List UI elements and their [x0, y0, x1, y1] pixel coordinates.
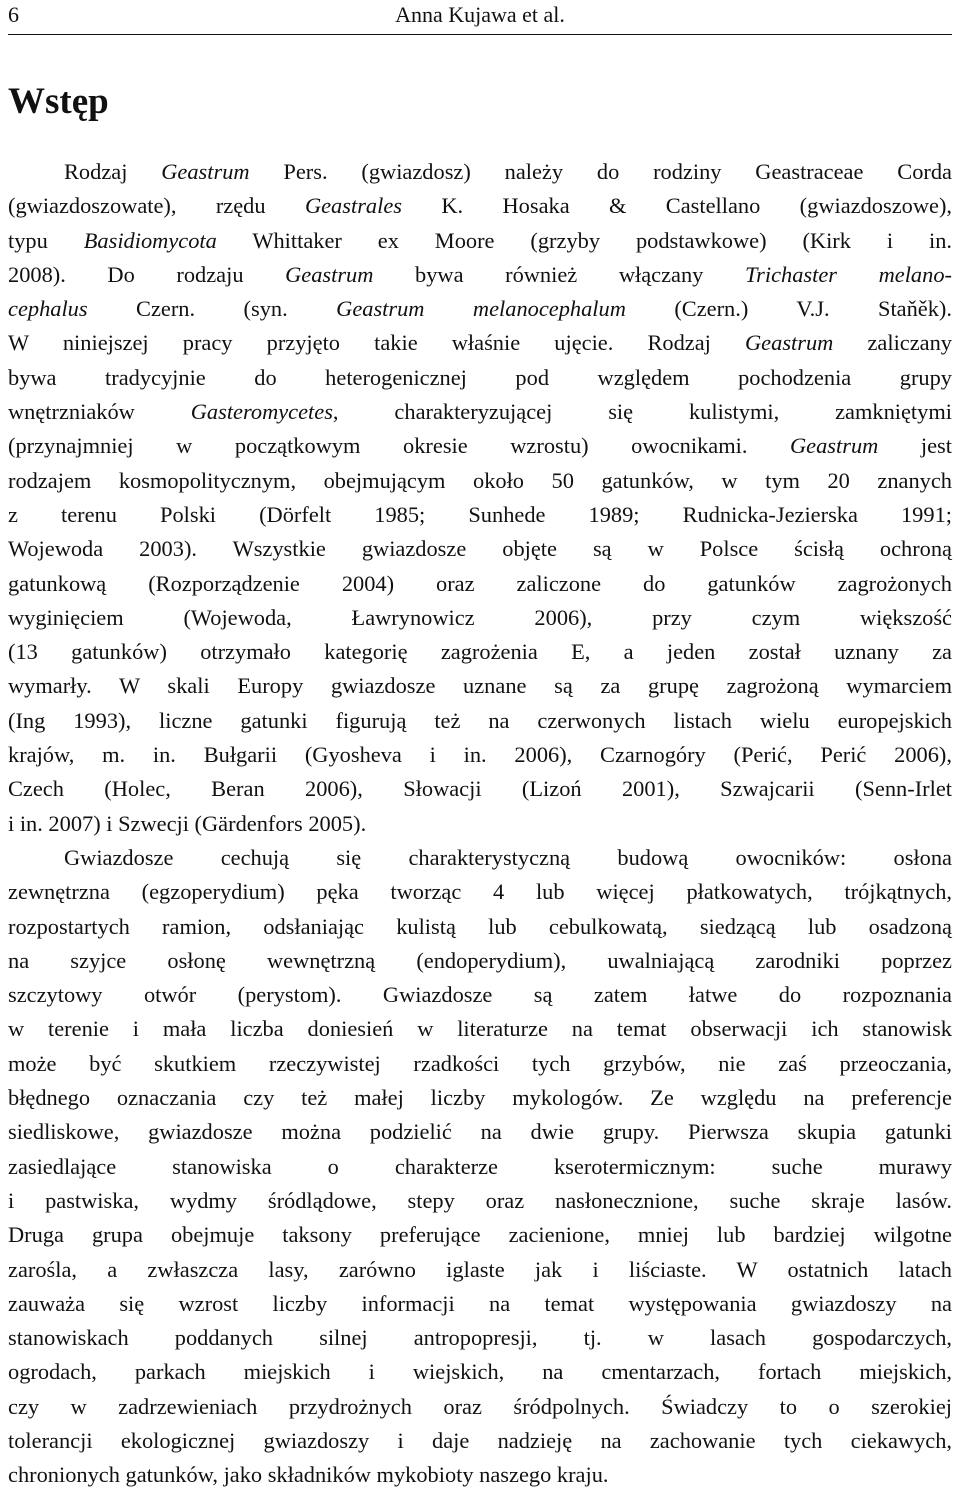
text-run: rozpostartych ramion, odsłaniając kulistą lub cebulkowatą, siedzącą lub osadzoną [8, 913, 952, 939]
text-run: Wojewoda 2003). Wszystkie gwiazdosze objęte są w Polsce ścisłą ochroną [8, 536, 952, 562]
italic-term: Geastrum [790, 433, 879, 459]
text-line [8, 1218, 952, 1252]
body-text [8, 155, 952, 1493]
page-number: 6 [8, 2, 19, 27]
text-run: stanowiskach poddanych silnej antropopresji, tj. w lasach gospodarczych, [8, 1325, 952, 1351]
text-line [8, 1355, 952, 1389]
text-line [8, 772, 952, 806]
text-run: Czern. (syn. [87, 296, 337, 322]
text-line [8, 841, 952, 875]
text-run: Whittaker ex Moore (grzyby podstawkowe) (Kirk i in. [216, 227, 953, 253]
text-line [8, 635, 952, 669]
text-line [8, 944, 952, 978]
text-run: (Ing 1993), liczne gatunki figurują też na czerwonych listach wielu europejskich [8, 707, 952, 733]
text-run: gatunkową (Rozporządzenie 2004) oraz zaliczone do gatunków zagrożonych [8, 570, 952, 596]
text-run: zewnętrzna (egzoperydium) pęka tworząc 4 lub więcej płatkowatych, trójkątnych, [8, 879, 952, 905]
text-line [8, 361, 952, 395]
text-run: krajów, m. in. Bułgarii (Gyosheva i in. 2006), Czarnogóry (Perić, Perić 2006), [8, 742, 952, 768]
text-run: wymarły. W skali Europy gwiazdosze uznane są za grupę zagrożoną wymarciem [8, 673, 952, 699]
italic-term: cephalus [8, 296, 88, 322]
text-line [8, 464, 952, 498]
text-line [8, 1458, 952, 1492]
running-head: Anna Kujawa et al. [395, 2, 565, 27]
text-run: K. Hosaka & Castellano (gwiazdoszowe), [401, 193, 953, 219]
text-line [8, 498, 952, 532]
text-line [8, 567, 952, 601]
italic-term: Gasteromycetes [190, 399, 333, 425]
text-run: i pastwiska, wydmy śródlądowe, stepy oraz nasłonecznione, suche skraje lasów. [8, 1187, 952, 1213]
text-line [8, 292, 952, 326]
text-run: może być skutkiem rzeczywistej rzadkości tych grzybów, nie zaś przeoczania, [8, 1050, 952, 1076]
text-line [8, 326, 952, 360]
text-line [8, 155, 952, 189]
text-line [8, 875, 952, 909]
text-run: wnętrzniaków [8, 399, 191, 425]
text-line [8, 258, 952, 292]
text-run: na szyjce osłonę wewnętrzną (endoperydium), uwalniającą zarodniki poprzez [8, 947, 952, 973]
text-run: szczytowy otwór (perystom). Gwiazdosze są zatem łatwe do rozpoznania [8, 982, 952, 1008]
page-header [8, 0, 952, 34]
text-line [8, 1390, 952, 1424]
text-line [8, 1012, 952, 1046]
text-run: ogrodach, parkach miejskich i wiejskich, na cmentarzach, fortach miejskich, [8, 1359, 952, 1385]
text-line [8, 807, 952, 841]
text-run: tolerancji ekologicznej gwiazdoszy i daje nadzieję na zachowanie tych ciekawych, [8, 1427, 952, 1453]
text-run: błędnego oznaczania czy też małej liczby mykologów. Ze względu na preferencje [8, 1085, 952, 1111]
text-line [8, 224, 952, 258]
text-line [8, 669, 952, 703]
text-run: Gwiazdosze cechują się charakterystyczną budową owocników: osłona [64, 844, 952, 870]
italic-term: Geastrum [745, 330, 834, 356]
text-line [8, 1081, 952, 1115]
text-run: (13 gatunków) otrzymało kategorię zagrożenia E, a jeden został uznany za [8, 639, 952, 665]
text-run: W niniejszej pracy przyjęto takie właśnie ujęcie. Rodzaj [8, 330, 746, 356]
text-run: Czech (Holec, Beran 2006), Słowacji (Lizoń 2001), Szwajcarii (Senn-Irlet [8, 776, 952, 802]
text-line [8, 910, 952, 944]
text-line [8, 429, 952, 463]
text-line [8, 978, 952, 1012]
text-run: chronionych gatunków, jako składników mykobioty naszego kraju. [8, 1462, 609, 1488]
text-run: rodzajem kosmopolitycznym, obejmującym około 50 gatunków, w tym 20 znanych [8, 467, 952, 493]
text-run: siedliskowe, gwiazdosze można podzielić na dwie grupy. Pierwsza skupia gatunki [8, 1119, 952, 1145]
text-line [8, 532, 952, 566]
italic-term: Geastrum melanocephalum [336, 296, 626, 322]
text-run: jest [878, 433, 952, 459]
text-run: Pers. (gwiazdosz) należy do rodziny Geastraceae Corda [249, 159, 952, 184]
text-run: (gwiazdoszowate), rzędu [8, 193, 305, 219]
text-run: (przynajmniej w początkowym okresie wzrostu) owocnikami. [8, 433, 790, 459]
text-run: zaliczany [833, 330, 952, 356]
text-line [8, 395, 952, 429]
text-run: 2008). Do rodzaju [8, 261, 286, 287]
text-run: bywa również włączany [373, 261, 745, 287]
text-run: zasiedlające stanowiska o charakterze kserotermicznym: suche murawy [8, 1153, 952, 1179]
text-line [8, 1321, 952, 1355]
text-run: (Czern.) V.J. Staňěk). [625, 296, 952, 322]
text-run: Rodzaj [64, 159, 162, 184]
section-heading: Wstęp [8, 81, 109, 122]
text-line [8, 1253, 952, 1287]
text-run: z terenu Polski (Dörfelt 1985; Sunhede 1989; Rudnicka-Jezierska 1991; [8, 501, 952, 527]
text-run: i in. 2007) i Szwecji (Gärdenfors 2005). [8, 810, 367, 836]
text-run: , charakteryzującej się kulistymi, zamkniętymi [332, 399, 952, 425]
text-line [8, 1184, 952, 1218]
text-line [8, 1424, 952, 1458]
header-rule [8, 34, 952, 35]
text-line [8, 1047, 952, 1081]
text-run: typu [8, 227, 84, 253]
text-run: wyginięciem (Wojewoda, Ławrynowicz 2006), przy czym większość [8, 604, 952, 630]
text-line [8, 704, 952, 738]
text-line [8, 1150, 952, 1184]
text-run: czy w zadrzewieniach przydrożnych oraz śródpolnych. Świadczy to o szerokiej [8, 1393, 952, 1419]
text-run: bywa tradycyjnie do heterogenicznej pod względem pochodzenia grupy [8, 364, 952, 390]
text-line [8, 1115, 952, 1149]
italic-term: Basidiomycota [83, 227, 217, 253]
italic-term: Geastrum [161, 159, 250, 184]
text-run: zarośla, a zwłaszcza lasy, zarówno iglaste jak i liściaste. W ostatnich latach [8, 1256, 952, 1282]
italic-term: Geastrales [304, 193, 402, 219]
text-line [8, 1287, 952, 1321]
text-run: Druga grupa obejmuje taksony preferujące zacienione, mniej lub bardziej wilgotne [8, 1222, 952, 1248]
text-line [8, 738, 952, 772]
text-run: zauważa się wzrost liczby informacji na temat występowania gwiazdoszy na [8, 1290, 952, 1316]
text-line [8, 189, 952, 223]
italic-term: Trichaster melano- [744, 261, 952, 287]
text-run: w terenie i mała liczba doniesień w literaturze na temat obserwacji ich stanowisk [8, 1016, 952, 1042]
italic-term: Geastrum [285, 261, 374, 287]
text-line [8, 601, 952, 635]
